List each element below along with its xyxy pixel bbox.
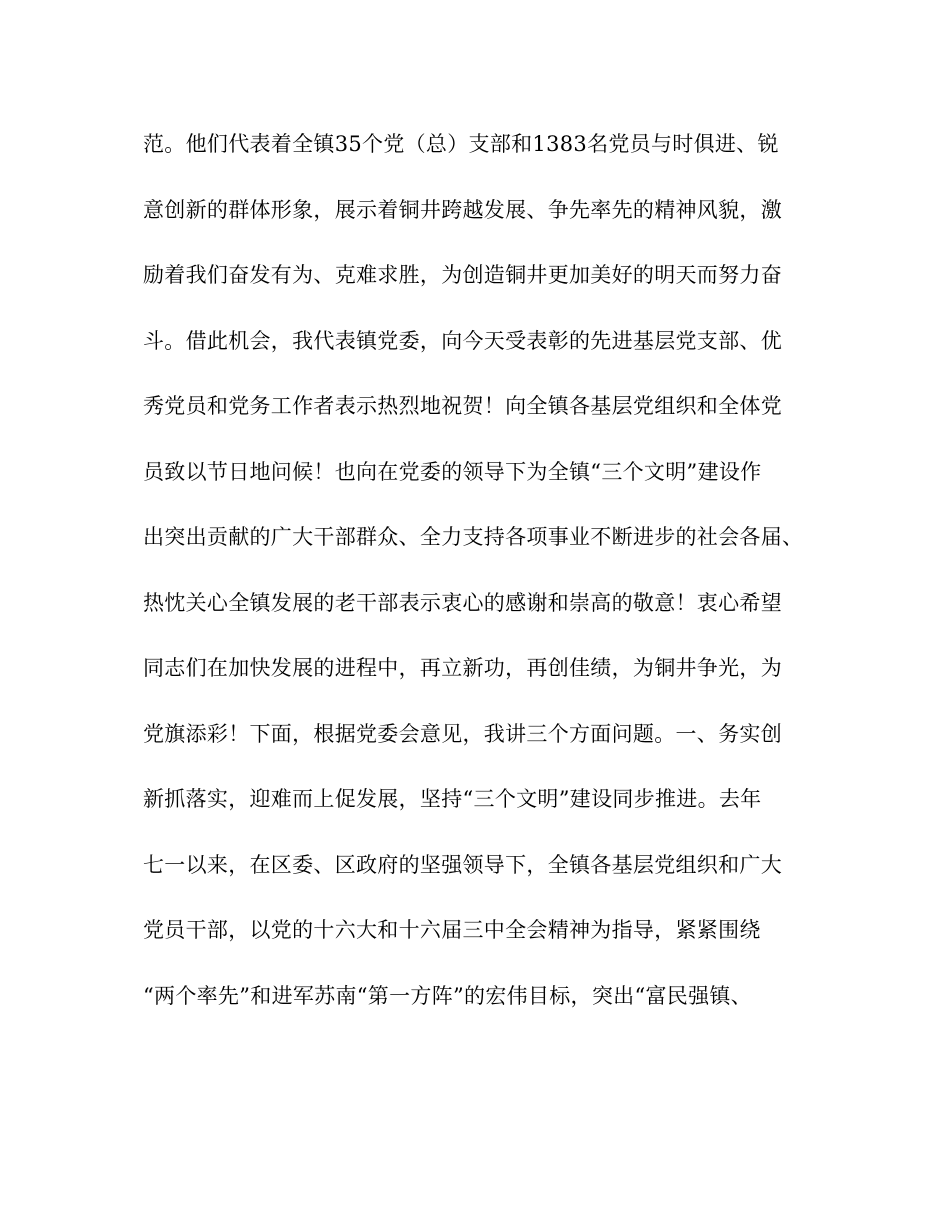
- text-line: 员致以节日地问候！也向在党委的领导下为全镇“三个文明”建设作: [143, 459, 762, 484]
- text-line: “两个率先”和进军苏南“第一方阵”的宏伟目标，突出“富民强镇、: [143, 983, 752, 1008]
- text-line: 出突出贡献的广大干部群众、全力支持各项事业不断进步的社会各届、: [143, 525, 804, 549]
- text-line: 意创新的群体形象，展示着铜井跨越发展、争先率先的精神风貌，激: [143, 197, 782, 222]
- text-line: 党旗添彩！下面，根据党委会意见，我讲三个方面问题。一、务实创: [143, 721, 782, 746]
- text-line: 新抓落实，迎难而上促发展，坚持“三个文明”建设同步推进。去年: [143, 787, 762, 811]
- text-line: 范。他们代表着全镇35个党（总）支部和1383名党员与时俱进、锐: [143, 132, 779, 156]
- text-line: 同志们在加快发展的进程中，再立新功，再创佳绩，为铜井争光，为: [143, 656, 782, 680]
- text-line: 热忱关心全镇发展的老干部表示衷心的感谢和崇高的敬意！衷心希望: [143, 590, 782, 615]
- body-text: [143, 126, 823, 1043]
- text-line: 党员干部，以党的十六大和十六届三中全会精神为指导，紧紧围绕: [143, 918, 761, 942]
- text-line: 七一以来，在区委、区政府的坚强领导下，全镇各基层党组织和广大: [143, 852, 782, 877]
- text-line: 励着我们奋发有为、克难求胜，为创造铜井更加美好的明天而努力奋: [143, 263, 782, 287]
- text-line: 斗。借此机会，我代表镇党委，向今天受表彰的先进基层党支部、优: [143, 328, 782, 353]
- text-line: 秀党员和党务工作者表示热烈地祝贺！向全镇各基层党组织和全体党: [143, 394, 782, 418]
